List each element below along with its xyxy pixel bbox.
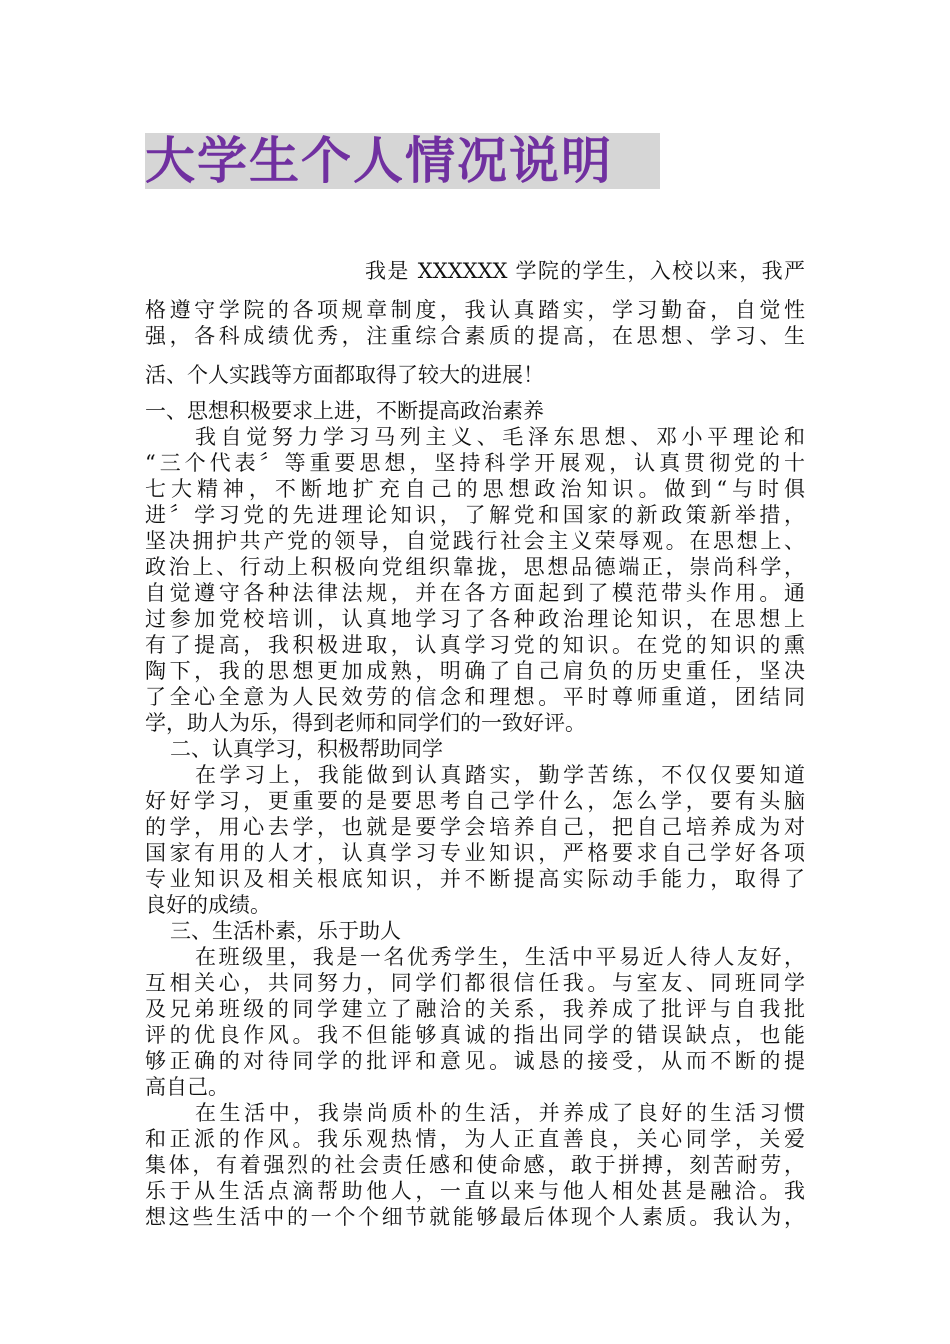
text-line: 我自觉努力学习马列主义、毛泽东思想、邓小平理论和	[195, 425, 805, 449]
text-line: 了全心全意为人民效劳的信念和理想。平时尊师重道，团结同	[145, 685, 805, 709]
text-line: “三个代表〞等重要思想，坚持科学开展观，认真贯彻党的十	[145, 451, 805, 475]
text-line: 在学习上，我能做到认真踏实，勤学苦练，不仅仅要知道	[195, 763, 805, 787]
text-line: 的学，用心去学，也就是要学会培养自己，把自己培养成为对	[145, 815, 805, 839]
text-line: 过参加党校培训，认真地学习了各种政治理论知识，在思想上	[145, 607, 805, 631]
text-line: 学，助人为乐，得到老师和同学们的一致好评。	[145, 711, 586, 735]
text-line: 活、个人实践等方面都取得了较大的进展！	[145, 363, 544, 387]
text-line: 强，各科成绩优秀，注重综合素质的提高，在思想、学习、生	[145, 324, 805, 348]
text-line: 想这些生活中的一个个细节就能够最后体现个人素质。我认为，	[145, 1205, 805, 1229]
text-line: 七大精神，不断地扩充自己的思想政治知识。做到“与时俱	[145, 477, 805, 501]
text-line: 格遵守学院的各项规章制度，我认真踏实，学习勤奋，自觉性	[145, 298, 805, 322]
text-line: 及兄弟班级的同学建立了融洽的关系，我养成了批评与自我批	[145, 997, 805, 1021]
section-heading: 一、思想积极要求上进，不断提高政治素养	[145, 399, 544, 423]
text-line: 好好学习，更重要的是要思考自己学什么，怎么学，要有头脑	[145, 789, 805, 813]
text-line: 和正派的作风。我乐观热情，为人正直善良，关心同学，关爱	[145, 1127, 805, 1151]
page-title: 大学生个人情况说明	[145, 133, 660, 189]
text-line: 够正确的对待同学的批评和意见。诚恳的接受，从而不断的提	[145, 1049, 805, 1073]
text-line: 高自己。	[145, 1075, 229, 1099]
text-line: 良好的成绩。	[145, 893, 271, 917]
section-heading: 三、生活朴素，乐于助人	[170, 919, 401, 943]
text-line: 国家有用的人才，认真学习专业知识，严格要求自己学好各项	[145, 841, 805, 865]
text-line: 坚决拥护共产党的领导，自觉践行社会主义荣辱观。在思想上、	[145, 529, 805, 553]
text-line: 自觉遵守各种法律法规，并在各方面起到了模范带头作用。通	[145, 581, 805, 605]
text-line: 在生活中，我崇尚质朴的生活，并养成了良好的生活习惯	[195, 1101, 805, 1125]
text-line: 集体，有着强烈的社会责任感和使命感，敢于拼搏，刻苦耐劳，	[145, 1153, 805, 1177]
text-line: 陶下，我的思想更加成熟，明确了自己肩负的历史重任，坚决	[145, 659, 805, 683]
text-line: 评的优良作风。我不但能够真诚的指出同学的错误缺点，也能	[145, 1023, 805, 1047]
section-heading: 二、认真学习，积极帮助同学	[170, 737, 443, 761]
text-line: 互相关心，共同努力，同学们都很信任我。与室友、同班同学	[145, 971, 805, 995]
text-line: 有了提高，我积极进取，认真学习党的知识。在党的知识的熏	[145, 633, 805, 657]
text-line: 在班级里，我是一名优秀学生，生活中平易近人待人友好，	[195, 945, 805, 969]
text-line: 进〞学习党的先进理论知识，了解党和国家的新政策新举措，	[145, 503, 805, 527]
text-line: 政治上、行动上积极向党组织靠拢，思想品德端正，崇尚科学，	[145, 555, 805, 579]
text-line: 乐于从生活点滴帮助他人，一直以来与他人相处甚是融洽。我	[145, 1179, 805, 1203]
text-line: 我是 XXXXXX 学院的学生，入校以来，我严	[365, 259, 805, 283]
text-line: 专业知识及相关根底知识，并不断提高实际动手能力，取得了	[145, 867, 805, 891]
